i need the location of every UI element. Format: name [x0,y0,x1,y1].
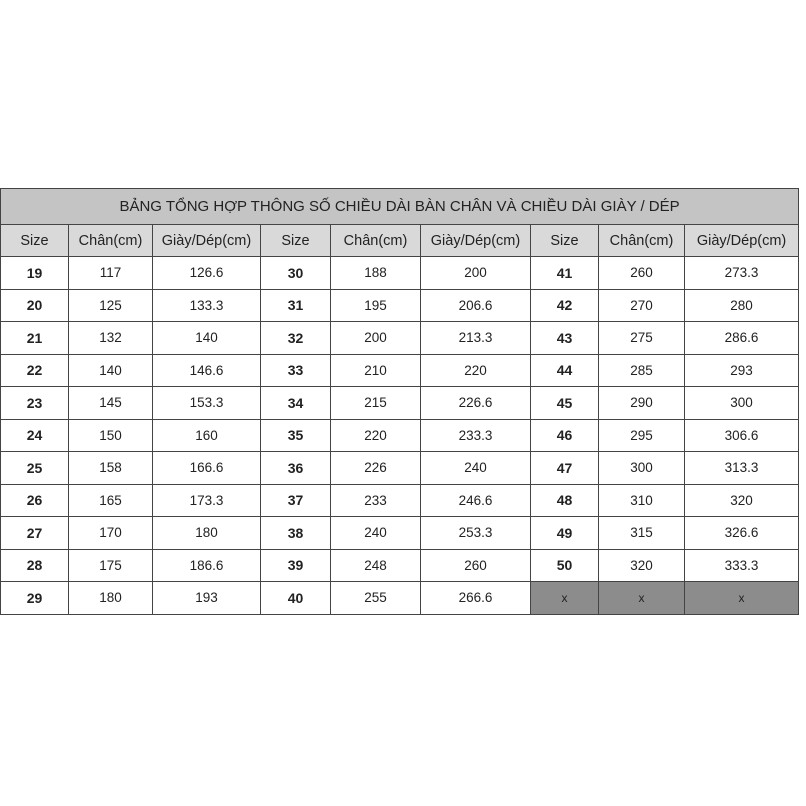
shoe-length-cell: 180 [153,517,261,550]
size-cell: 29 [1,582,69,615]
column-header-shoe-length-3: Giày/Dép(cm) [685,225,799,257]
shoe-length-cell: 186.6 [153,549,261,582]
table-row [1,387,799,420]
foot-length-cell: 158 [69,452,153,485]
foot-length-cell: 285 [599,354,685,387]
size-cell: 49 [531,517,599,550]
size-cell: 25 [1,452,69,485]
size-cell: 39 [261,549,331,582]
foot-length-cell: 175 [69,549,153,582]
shoe-length-cell: x [685,582,799,615]
table-body [1,257,799,615]
shoe-length-cell: 166.6 [153,452,261,485]
shoe-length-cell: 233.3 [421,419,531,452]
size-cell: 35 [261,419,331,452]
size-cell: 37 [261,484,331,517]
foot-length-cell: 132 [69,322,153,355]
foot-length-cell: 275 [599,322,685,355]
foot-length-cell: 290 [599,387,685,420]
table-row [1,322,799,355]
shoe-length-cell: 213.3 [421,322,531,355]
foot-length-cell: 200 [331,322,421,355]
shoe-length-cell: 226.6 [421,387,531,420]
size-cell: 23 [1,387,69,420]
foot-length-cell: 215 [331,387,421,420]
size-cell: 47 [531,452,599,485]
column-header-size-2: Size [261,225,331,257]
size-cell: 22 [1,354,69,387]
size-cell: 34 [261,387,331,420]
foot-length-cell: 165 [69,484,153,517]
foot-length-cell: 150 [69,419,153,452]
size-cell: 41 [531,257,599,290]
table-row [1,289,799,322]
foot-length-cell: 300 [599,452,685,485]
foot-length-cell: 195 [331,289,421,322]
shoe-length-cell: 220 [421,354,531,387]
size-cell: 42 [531,289,599,322]
size-cell: 33 [261,354,331,387]
size-cell: 46 [531,419,599,452]
size-cell: 19 [1,257,69,290]
column-header-shoe-length-1: Giày/Dép(cm) [153,225,261,257]
column-header-foot-length-3: Chân(cm) [599,225,685,257]
shoe-length-cell: 333.3 [685,549,799,582]
shoe-length-cell: 240 [421,452,531,485]
shoe-length-cell: 140 [153,322,261,355]
size-cell: 40 [261,582,331,615]
foot-length-cell: 140 [69,354,153,387]
shoe-length-cell: 313.3 [685,452,799,485]
size-cell: 44 [531,354,599,387]
foot-length-cell: 270 [599,289,685,322]
size-cell: 24 [1,419,69,452]
shoe-length-cell: 280 [685,289,799,322]
foot-length-cell: 248 [331,549,421,582]
shoe-length-cell: 160 [153,419,261,452]
size-table [0,188,799,615]
foot-length-cell: 320 [599,549,685,582]
shoe-length-cell: 206.6 [421,289,531,322]
column-header-size-3: Size [531,225,599,257]
column-header-shoe-length-2: Giày/Dép(cm) [421,225,531,257]
table-row [1,517,799,550]
size-cell: 26 [1,484,69,517]
shoe-length-cell: 153.3 [153,387,261,420]
shoe-length-cell: 300 [685,387,799,420]
size-cell: 28 [1,549,69,582]
foot-length-cell: 255 [331,582,421,615]
size-cell: 27 [1,517,69,550]
shoe-length-cell: 326.6 [685,517,799,550]
table-row [1,582,799,615]
shoe-length-cell: 266.6 [421,582,531,615]
size-cell: 30 [261,257,331,290]
size-cell: 21 [1,322,69,355]
table-row [1,484,799,517]
table-row [1,257,799,290]
foot-length-cell: 295 [599,419,685,452]
header-row [1,225,799,257]
foot-length-cell: 210 [331,354,421,387]
foot-length-cell: 220 [331,419,421,452]
shoe-length-cell: 293 [685,354,799,387]
table-row [1,354,799,387]
shoe-length-cell: 200 [421,257,531,290]
shoe-length-cell: 126.6 [153,257,261,290]
foot-length-cell: 260 [599,257,685,290]
size-cell: 38 [261,517,331,550]
shoe-length-cell: 146.6 [153,354,261,387]
shoe-length-cell: 173.3 [153,484,261,517]
table-row [1,549,799,582]
shoe-length-cell: 260 [421,549,531,582]
foot-length-cell: x [599,582,685,615]
foot-length-cell: 117 [69,257,153,290]
table-row [1,419,799,452]
shoe-length-cell: 246.6 [421,484,531,517]
shoe-length-cell: 286.6 [685,322,799,355]
size-cell: 48 [531,484,599,517]
size-cell: 50 [531,549,599,582]
size-cell: 31 [261,289,331,322]
size-cell: x [531,582,599,615]
size-cell: 45 [531,387,599,420]
foot-length-cell: 188 [331,257,421,290]
size-cell: 36 [261,452,331,485]
table-title: BẢNG TỔNG HỢP THÔNG SỐ CHIỀU DÀI BÀN CHÂN VÀ CHIỀU DÀI GIÀY / DÉP [1,189,799,225]
table-row [1,452,799,485]
foot-length-cell: 315 [599,517,685,550]
foot-length-cell: 180 [69,582,153,615]
shoe-length-cell: 133.3 [153,289,261,322]
shoe-length-cell: 253.3 [421,517,531,550]
foot-length-cell: 125 [69,289,153,322]
shoe-length-cell: 273.3 [685,257,799,290]
foot-length-cell: 170 [69,517,153,550]
shoe-length-cell: 306.6 [685,419,799,452]
shoe-length-cell: 320 [685,484,799,517]
size-cell: 43 [531,322,599,355]
foot-length-cell: 310 [599,484,685,517]
column-header-foot-length-2: Chân(cm) [331,225,421,257]
shoe-length-cell: 193 [153,582,261,615]
foot-length-cell: 145 [69,387,153,420]
size-cell: 32 [261,322,331,355]
column-header-foot-length-1: Chân(cm) [69,225,153,257]
foot-length-cell: 226 [331,452,421,485]
column-header-size-1: Size [1,225,69,257]
foot-length-cell: 233 [331,484,421,517]
size-cell: 20 [1,289,69,322]
foot-length-cell: 240 [331,517,421,550]
